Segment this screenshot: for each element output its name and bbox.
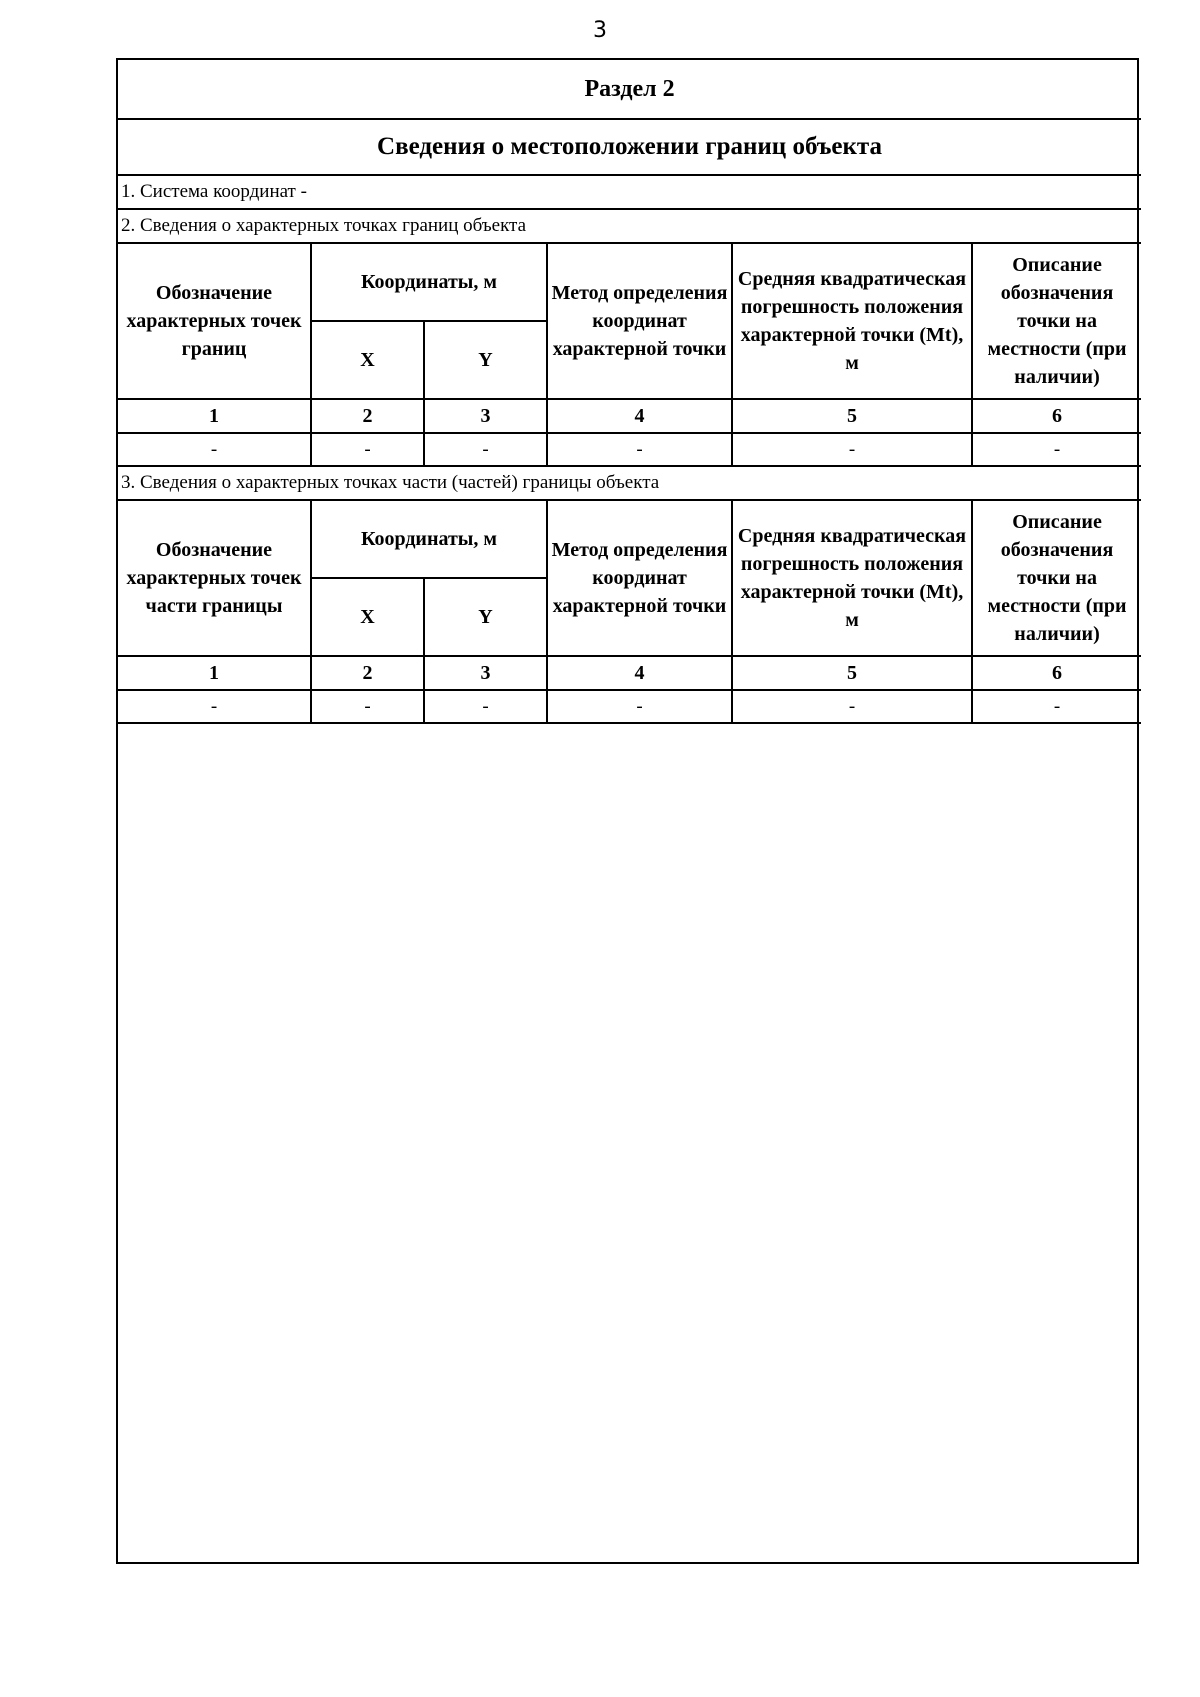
column-number: 4 [547,656,732,690]
block1-number-row [118,399,1141,433]
block2-col-designation: Обозначение характерных точек части границы [118,500,311,656]
block1-col-y: Y [424,321,547,399]
table-cell: - [732,690,972,723]
column-number: 6 [972,399,1141,433]
column-number: 2 [311,399,424,433]
block2-data-row [118,690,1141,723]
block2-col-method: Метод определения координат характерной точки [547,500,732,656]
block2-col-x: X [311,578,424,656]
page-number: 3 [593,18,607,43]
column-number: 6 [972,656,1141,690]
table-cell: - [547,433,732,466]
column-number: 5 [732,399,972,433]
table-cell: - [118,433,311,466]
block2-col-coordinates: Координаты, м [311,500,547,578]
block2-col-description: Описание обозначения точки на местности (при наличии) [972,500,1141,656]
block1-heading: 2. Сведения о характерных точках границ объекта [118,209,1141,243]
table-cell: - [972,433,1141,466]
column-number: 1 [118,399,311,433]
block1-col-x: X [311,321,424,399]
column-number: 3 [424,399,547,433]
table-cell: - [118,690,311,723]
column-number: 4 [547,399,732,433]
block2-number-row [118,656,1141,690]
column-number: 2 [311,656,424,690]
table-cell: - [311,690,424,723]
table-cell: - [972,690,1141,723]
column-number: 5 [732,656,972,690]
table-cell: - [424,690,547,723]
column-number: 1 [118,656,311,690]
section-subtitle: Сведения о местоположении границ объекта [118,119,1141,175]
table-cell: - [424,433,547,466]
block1-col-designation: Обозначение характерных точек границ [118,243,311,399]
block1-data-row [118,433,1141,466]
document-frame [116,58,1139,1564]
table-cell: - [732,433,972,466]
table-cell: - [311,433,424,466]
column-number: 3 [424,656,547,690]
coordinate-system-line: 1. Система координат - [118,175,1141,209]
block2-col-error: Средняя квадратическая погрешность положения характерной точки (Mt), м [732,500,972,656]
block2-col-y: Y [424,578,547,656]
section-title: Раздел 2 [118,60,1141,119]
table-cell: - [547,690,732,723]
block1-col-method: Метод определения координат характерной точки [547,243,732,399]
block1-col-error: Средняя квадратическая погрешность положения характерной точки (Mt), м [732,243,972,399]
section-table [118,60,1141,724]
block1-col-description: Описание обозначения точки на местности (при наличии) [972,243,1141,399]
block1-col-coordinates: Координаты, м [311,243,547,321]
block2-heading: 3. Сведения о характерных точках части (частей) границы объекта [118,466,1141,500]
